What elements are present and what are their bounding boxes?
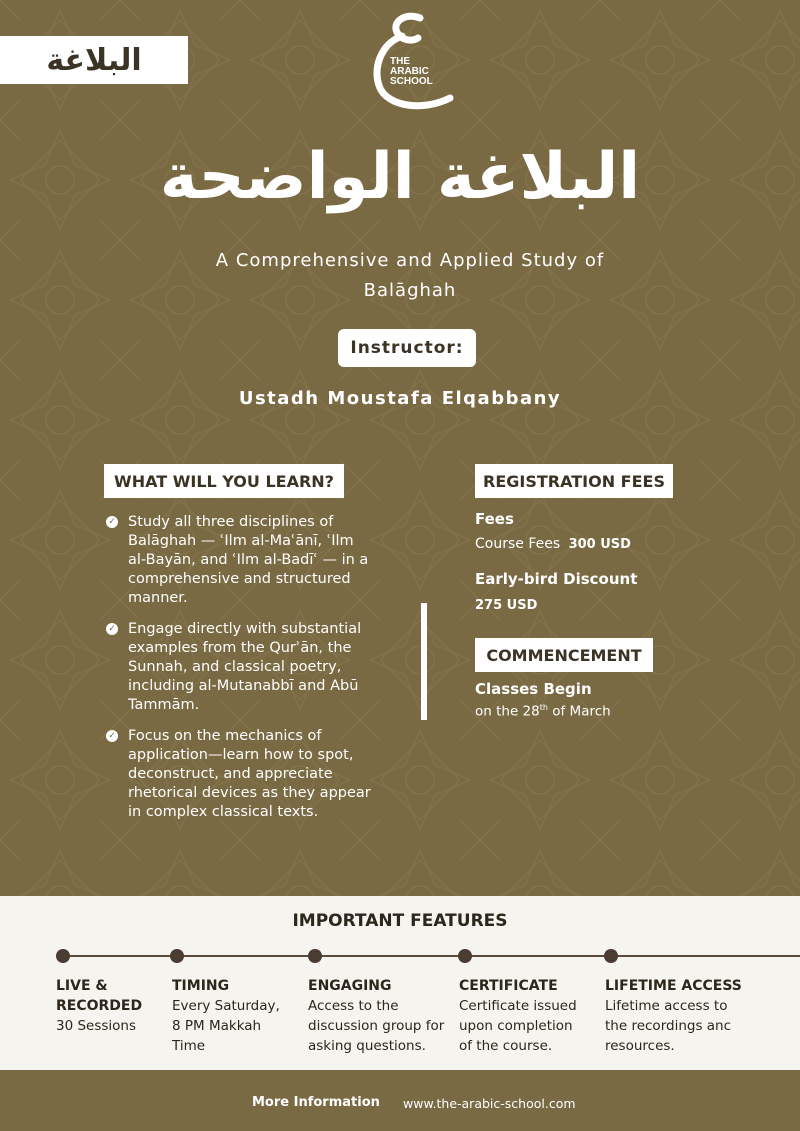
instructor-label: Instructor: bbox=[338, 329, 476, 367]
feature-title: CERTIFICATE bbox=[459, 978, 558, 994]
feature-desc: Certificate issued upon completion of the course. bbox=[459, 998, 577, 1054]
feature-timing bbox=[172, 976, 292, 1056]
early-bird-label: Early-bird Discount bbox=[475, 570, 638, 588]
more-information-label: More Information bbox=[252, 1095, 380, 1110]
timeline-dot bbox=[308, 949, 322, 963]
fees-heading: REGISTRATION FEES bbox=[475, 464, 673, 498]
learn-heading: WHAT WILL YOU LEARN? bbox=[104, 464, 344, 498]
instructor-name: Ustadh Moustafa Elqabbany bbox=[238, 388, 562, 409]
classes-date: on the 28th of March bbox=[475, 703, 611, 720]
footer bbox=[0, 1070, 800, 1131]
feature-title: LIVE & RECORDED bbox=[56, 978, 143, 1014]
fees-label: Fees bbox=[475, 510, 514, 528]
commencement-heading: COMMENCEMENT bbox=[475, 638, 653, 672]
check-icon: ✓ bbox=[106, 623, 118, 635]
features-section bbox=[0, 896, 800, 1070]
website-link[interactable]: www.the-arabic-school.com bbox=[403, 1096, 576, 1111]
feature-desc: Lifetime access to the recordings anc resources. bbox=[605, 998, 732, 1054]
arabic-title: البلاغة الواضحة bbox=[159, 140, 641, 214]
feature-desc: Access to the discussion group for asking questions. bbox=[308, 998, 445, 1054]
list-item: ✓ Focus on the mechanics of application—learn how to spot, deconstruct, and appreciate rhetorical devices as they appear in complex classical texts. bbox=[106, 727, 376, 822]
list-item: ✓ Study all three disciplines of Balāghah — ʿIlm al-Maʿānī, ʿIlm al-Bayān, and ʿIlm al-Badīʿ — in a comprehensive and structured manner. bbox=[106, 513, 376, 608]
feature-desc: Every Saturday, 8 PM Makkah Time bbox=[172, 998, 280, 1054]
feature-engaging bbox=[308, 976, 454, 1056]
vertical-divider bbox=[421, 603, 427, 720]
course-fees: Course Fees 300 USD bbox=[475, 536, 631, 552]
corner-tag: البلاغة bbox=[0, 36, 188, 84]
list-item: ✓ Engage directly with substantial examples from the Qurʾān, the Sunnah, and classical poetry, including al-Mutanabbī and Abū Tammām. bbox=[106, 620, 376, 715]
learn-list bbox=[106, 513, 376, 834]
feature-title: TIMING bbox=[172, 978, 230, 994]
feature-desc: 30 Sessions bbox=[56, 1018, 137, 1034]
feature-certificate bbox=[459, 976, 589, 1056]
timeline-dot bbox=[56, 949, 70, 963]
feature-title: ENGAGING bbox=[308, 978, 392, 994]
feature-lifetime-access bbox=[605, 976, 745, 1056]
timeline-dot bbox=[604, 949, 618, 963]
features-title: IMPORTANT FEATURES bbox=[292, 911, 508, 931]
logo-text: THE ARABIC SCHOOL bbox=[390, 56, 433, 87]
course-fees-value: 300 USD bbox=[568, 537, 631, 552]
timeline-dot bbox=[458, 949, 472, 963]
classes-begin-label: Classes Begin bbox=[475, 680, 592, 698]
feature-live-recorded bbox=[56, 976, 156, 1036]
subtitle: A Comprehensive and Applied Study of Balāghah bbox=[215, 250, 605, 301]
check-icon: ✓ bbox=[106, 516, 118, 528]
feature-title: LIFETIME ACCESS bbox=[605, 978, 742, 994]
early-bird-price: 275 USD bbox=[475, 598, 538, 613]
check-icon: ✓ bbox=[106, 730, 118, 742]
timeline-dot bbox=[170, 949, 184, 963]
